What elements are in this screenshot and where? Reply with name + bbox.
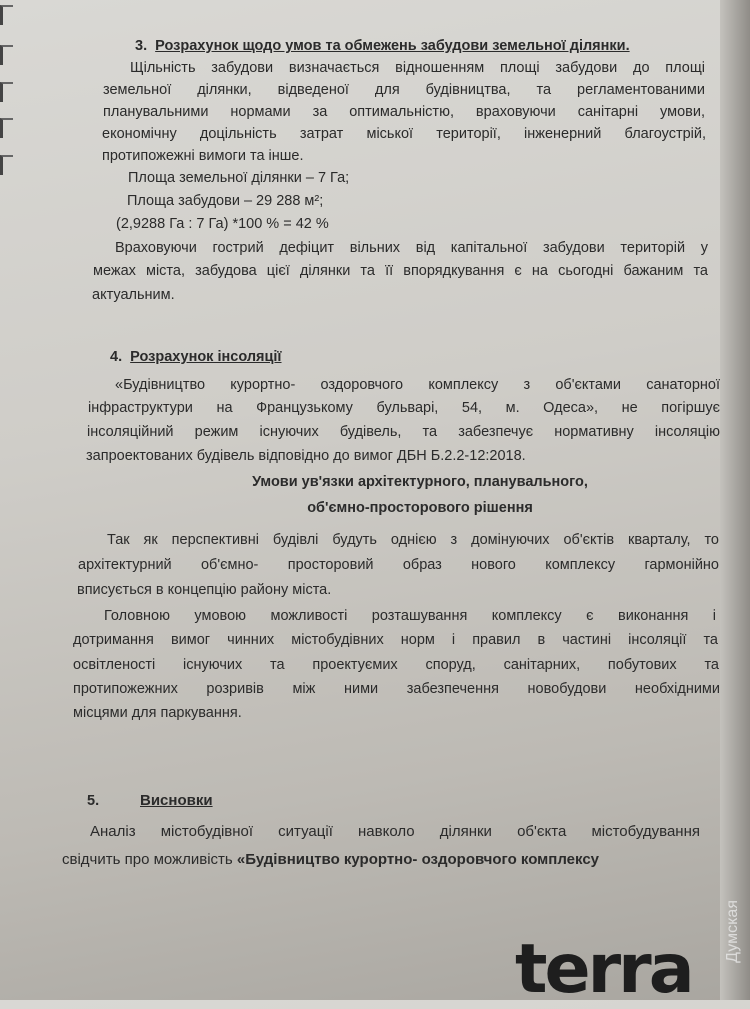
text-line: земельної ділянки, відведеної для будівництва, та регламентованими — [103, 82, 705, 98]
text-line: інфраструктури на Французькому бульварі, 54, м. Одеса», не погіршує — [88, 400, 720, 416]
section-5-title: Висновки — [140, 792, 213, 809]
text-line: Враховуючи гострий дефіцит вільних від капітальної забудови територій у — [115, 240, 708, 256]
section-title: Розрахунок щодо умов та обмежень забудови земельної ділянки. — [155, 38, 630, 54]
section-number: 3. — [135, 38, 148, 54]
text-line: інсоляційний режим існуючих будівель, та забезпечує нормативну інсоляцію — [87, 424, 720, 440]
text-line: протипожежних розривів між ними забезпечення новобудови необхідними — [73, 681, 720, 697]
built-area: Площа забудови – 29 288 м²; — [127, 193, 324, 209]
text-line: освітленості існуючих та проектуємих споруд, санітарних, побутових та — [73, 657, 719, 673]
binder-ring — [0, 82, 13, 102]
text-line: актуальним. — [92, 287, 175, 303]
section-number: 4. — [110, 349, 123, 365]
text-plain: свідчить про можливість — [62, 851, 237, 868]
subheading: об'ємно-просторового рішення — [307, 500, 533, 516]
text-line: планувальними нормами за оптимальністю, враховуючи санітарні умови, — [103, 104, 705, 120]
section-3-heading — [135, 36, 630, 56]
density-formula: (2,9288 Га : 7 Га) *100 % = 42 % — [116, 216, 329, 232]
text-line: архітектурний об'ємно- просторовий образ нового комплексу гармонійно — [78, 557, 719, 573]
watermark: Думская — [724, 900, 741, 963]
text-line: Щільність забудови визначається відношенням площі забудови до площі — [130, 60, 705, 76]
land-area: Площа земельної ділянки – 7 Га; — [128, 170, 350, 186]
section-4-heading — [110, 347, 282, 367]
text-line: Так як перспективні будівлі будуть однією з домінуючих об'єктів кварталу, то — [107, 532, 719, 548]
text-line — [62, 850, 599, 870]
text-line: економічну доцільність затрат міської території, інженерний благоустрій, — [102, 126, 706, 142]
text-line: протипожежні вимоги та інше. — [102, 148, 304, 164]
text-line: дотримання вимог чинних містобудівних норм і правил в частині інсоляції та — [73, 632, 718, 648]
text-line: запроектованих будівель відповідно до вимог ДБН Б.2.2-12:2018. — [86, 448, 526, 464]
binder-ring — [0, 118, 13, 138]
text-line: вписується в концепцію району міста. — [77, 582, 332, 598]
binder-ring — [0, 5, 13, 25]
section-5-number: 5. — [87, 793, 100, 809]
terra-logo: terra — [515, 930, 692, 1009]
text-line: Аналіз містобудівної ситуації навколо ділянки об'єкта містобудування — [90, 823, 700, 840]
section-title: Розрахунок інсоляції — [130, 349, 282, 365]
binder-ring — [0, 45, 13, 65]
text-line: межах міста, забудова цієї ділянки та її впорядкування є на сьогодні бажаним та — [93, 263, 708, 279]
binder-ring — [0, 155, 13, 175]
subheading: Умови ув'язки архітектурного, планувального, — [252, 474, 588, 490]
text-line: Головною умовою можливості розташування комплексу є виконання і — [104, 608, 716, 624]
text-line: «Будівництво курортно- оздоровчого комплексу з об'єктами санаторної — [115, 377, 720, 393]
text-bold: «Будівництво курортно- оздоровчого комплексу — [236, 851, 599, 868]
text-line: місцями для паркування. — [73, 705, 242, 721]
